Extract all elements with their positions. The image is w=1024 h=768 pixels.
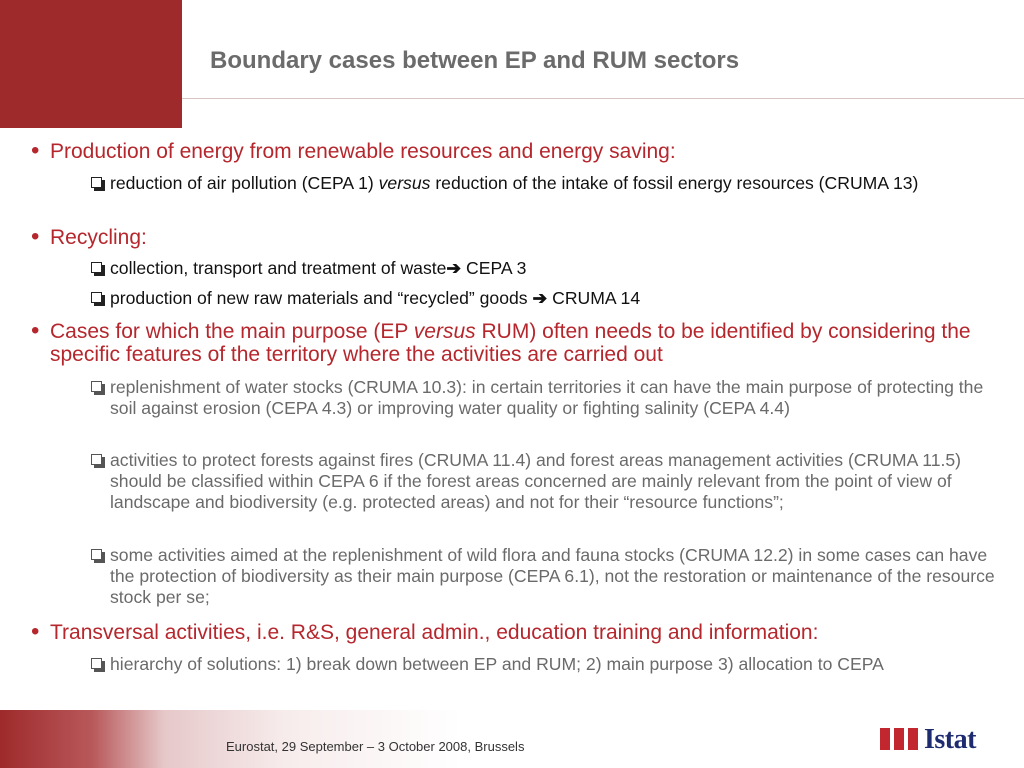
bullet-dot-icon: •	[31, 223, 40, 250]
checkbox-bullet-icon	[91, 549, 102, 560]
logo-block-icon	[880, 728, 890, 750]
logo-wordmark: Istat	[924, 724, 976, 755]
bullet-text-pre: Cases for which the main purpose (EP	[50, 320, 414, 343]
subitem-hierarchy	[110, 654, 1005, 675]
footer-text: Eurostat, 29 September – 3 October 2008, Brussels	[226, 739, 525, 754]
header-divider	[182, 98, 1024, 99]
checkbox-bullet-icon	[91, 454, 102, 465]
checkbox-bullet-icon	[91, 177, 102, 188]
bullet-renewable-energy	[31, 137, 1010, 164]
arrow-right-icon: ➔	[532, 288, 548, 308]
checkbox-bullet-icon	[91, 658, 102, 669]
subitem-text: replenishment of water stocks (CRUMA 10.3): in certain territories it can have the main purpose of protecting the soil against erosion (CEPA 4.3) or improving water quality or fighting salinity (CEPA 4.4)	[110, 377, 984, 418]
subitem-text-pre: collection, transport and treatment of waste	[110, 258, 447, 278]
subitem-forest-fires	[110, 450, 1005, 513]
arrow-right-icon: ➔	[446, 258, 462, 278]
bullet-transversal-activities	[31, 618, 1010, 645]
istat-logo	[880, 724, 990, 756]
subitem-text: some activities aimed at the replenishment of wild flora and fauna stocks (CRUMA 12.2) in some cases can have the protection of biodiversity as their main purpose (CEPA 6.1), not the restoration or maintenance of the resource stock per se;	[110, 545, 995, 607]
subitem-emphasis: versus	[378, 173, 431, 193]
subitem-text: hierarchy of solutions: 1) break down between EP and RUM; 2) main purpose 3) allocation to CEPA	[110, 654, 884, 674]
subitem-text-pre: reduction of air pollution (CEPA 1)	[110, 173, 379, 193]
checkbox-bullet-icon	[91, 262, 102, 273]
subitem-waste-collection	[110, 258, 1005, 279]
bullet-text: Recycling:	[50, 226, 147, 249]
bullet-dot-icon: •	[31, 317, 40, 344]
logo-block-icon	[894, 728, 904, 750]
subitem-raw-materials	[110, 288, 1005, 309]
subitem-text: activities to protect forests against fires (CRUMA 11.4) and forest areas management activities (CRUMA 11.5) should be classified within CEPA 6 if the forest areas concerned are mainly relevant from the point of view of landscape and biodiversity (e.g. protected areas) and not for their “resource functions”;	[110, 450, 962, 512]
subitem-flora-fauna	[110, 545, 1005, 608]
bullet-main-purpose-cases	[31, 317, 1010, 366]
subitem-text-post: CRUMA 14	[547, 288, 641, 308]
bullet-dot-icon: •	[31, 137, 40, 164]
bullet-dot-icon: •	[31, 618, 40, 645]
bullet-text: Production of energy from renewable resources and energy saving:	[50, 140, 676, 163]
checkbox-bullet-icon	[91, 292, 102, 303]
bullet-text: Transversal activities, i.e. R&S, general admin., education training and information:	[50, 621, 819, 644]
subitem-text-post: CEPA 3	[461, 258, 527, 278]
checkbox-bullet-icon	[91, 381, 102, 392]
bullet-recycling	[31, 223, 1010, 250]
header-color-band	[0, 0, 182, 128]
bullet-text-post: RUM) often needs to be identified by considering the specific features of the territory where the activities are carried out	[50, 320, 971, 366]
subitem-water-stocks	[110, 377, 1005, 419]
subitem-air-pollution	[110, 173, 1005, 194]
slide-title: Boundary cases between EP and RUM sectors	[210, 47, 740, 74]
logo-block-icon	[908, 728, 918, 750]
bullet-emphasis: versus	[413, 320, 476, 343]
subitem-text-pre: production of new raw materials and “recycled” goods	[110, 288, 533, 308]
subitem-text-post: reduction of the intake of fossil energy resources (CRUMA 13)	[430, 173, 919, 193]
